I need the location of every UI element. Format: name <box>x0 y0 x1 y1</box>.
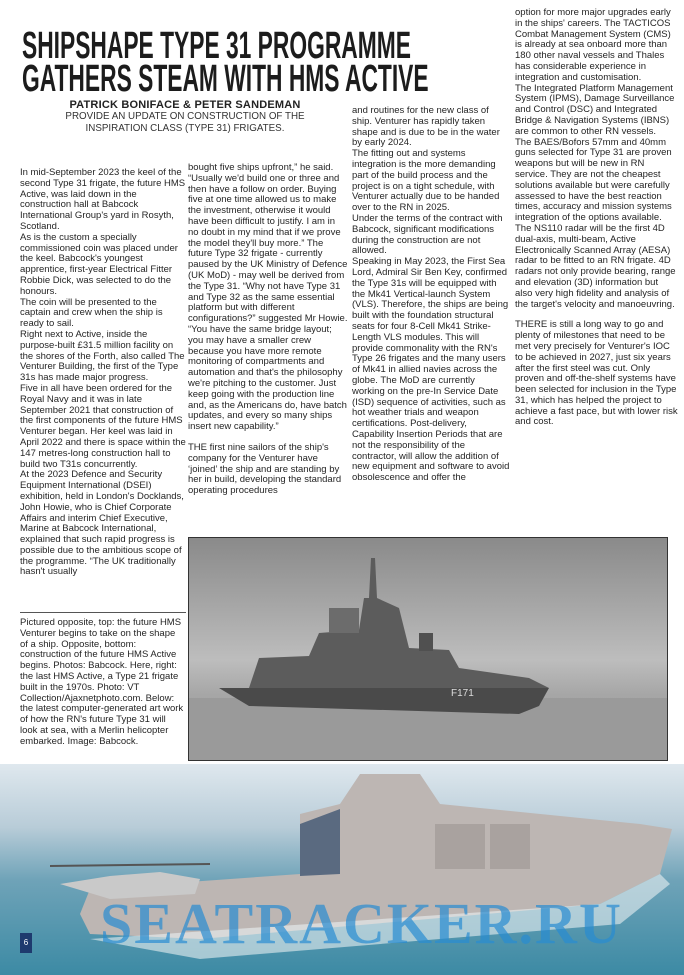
title-line-2: GATHERS STEAM WITH HMS ACTIVE <box>22 58 429 100</box>
title-line-1: SHIPSHAPE TYPE 31 PROGRAMME <box>22 25 411 67</box>
paragraph: In mid-September 2023 the keel of the second Type 31 frigate, the future HMS Active, was laid down in the construction hall at Babcock International Group's yard in Rosyth, Scotland. <box>20 167 186 232</box>
paragraph: Speaking in May 2023, the First Sea Lord, Admiral Sir Ben Key, confirmed the Type 31s will be equipped with the Mk41 Vertical-launch System (VLS). Therefore, the ships are being built with the foundation structural seats for four 8-Cell Mk41 Strike-Length VLS modules. This will provide commonality with the RN's Type 26 frigates and the many users of Mk41 in allied navies across the globe. The MoD are currently working on the pre-In Service Date (ISD) sequence of activities, such as hot weather trials and weapon certifications. Post-delivery, Capability Insertion Periods that are not the responsibility of the contractor, will allow the addition of new equipment and software to avoid obsolescence and offer the <box>352 256 510 484</box>
paragraph: The BAES/Bofors 57mm and 40mm guns selected for Type 31 are proven weapons but will be new in RN service. They are not the cheapest solutions available but were carefully assessed to have the best reaction times, accuracy and mission systems integration of the options available. The NS110 radar will be the first 4D dual-axis, multi-beam, Active Electronically Scanned Array (AESA) radar to be fitted to an RN frigate. 4D radars not only provide bearing, range and elevation (3D) information but also very high fidelity and analysis of the target's velocity and manoeuvring. <box>515 136 676 310</box>
page-number: 6 <box>20 933 32 953</box>
paragraph: The fitting out and systems integration is the more demanding part of the build process and the project is on a tight schedule, with Venturer actually due to be handed over to the RN in 2025. <box>352 148 500 214</box>
article-title <box>22 25 502 100</box>
standfirst: PROVIDE AN UPDATE ON CONSTRUCTION OF THE INSPIRATION CLASS (TYPE 31) FRIGATES. <box>65 111 305 134</box>
paragraph: bought five ships upfront,” he said. “Usually we'd build one or three and then have a follow on order. Buying five at one time allowed us to make the investment, otherwise it would have been difficult to justify. I am in no doubt in my mind that if we prove the model they'll buy more.” The future Type 32 frigate - currently paused by the UK Ministry of Defence (UK MoD) - may well be derived from the Type 31. “Why not have Type 31 and Type 32 as the same essential platform but with different configurations?” suggested Mr Howie. “You have the same bridge layout; you may have a smaller crew because you have more remote monitoring of compartments and automation and that's the philosophy we're pitching to the customer. Just keep going with the production line and, as the Americans do, have batch updates, and every so many ships insert new capability.” <box>188 162 348 433</box>
paragraph: Five in all have been ordered for the Royal Navy and it was in late September 2021 that construction of the first components of the future HMS Venturer began. Her keel was laid in April 2022 and there is space within the 147 metres-long construction hall to build two T31s concurrently. <box>20 382 186 470</box>
watermark: SEATRACKER.RU <box>100 891 623 956</box>
paragraph: THE first nine sailors of the ship's company for the Venturer have ‘joined’ the ship and are standing by her in build, developing the standard operating procedures <box>188 441 342 497</box>
paragraph: and routines for the new class of ship. Venturer has rapidly taken shape and is due to be in the water by early 2024. <box>352 105 500 149</box>
paragraph: The Integrated Platform Management System (IPMS), Damage Surveillance and Control (DSC) and Integrated Bridge & Navigation Systems (IBNS) are common to other RN vessels. <box>515 82 675 137</box>
article-column-1 <box>20 168 186 578</box>
paragraph: option for more major upgrades early in the ships' careers. The TACTICOS Combat Management System (CMS) is already at sea onboard more than 180 other naval vessels and Thales has considerable experience in integration and customisation. <box>515 7 671 83</box>
frigate-photo-illustration <box>189 538 668 761</box>
paragraph: As is the custom a specially commissioned coin was placed under the keel. Babcock's youngest apprentice, first-year Electrical Fitter Robbie Dick, was selected to do the honours. <box>20 231 178 297</box>
article-column-2 <box>188 163 348 497</box>
byline <box>40 99 330 134</box>
authors: PATRICK BONIFACE & PETER SANDEMAN <box>69 99 301 111</box>
pennant-number: F171 <box>451 688 474 699</box>
paragraph: Right next to Active, inside the purpose-built £31.5 million facility on the shores of the Forth, also called The Venturer Building, the first of the Type 31s has made major progress. <box>20 328 185 384</box>
caption-divider <box>20 612 186 613</box>
photo-type21-hms-active <box>188 537 668 761</box>
article-column-3 <box>352 106 510 484</box>
paragraph: At the 2023 Defence and Security Equipment International (DSEI) exhibition, held in London's Docklands, John Howie, who is Chief Corporate Affairs and interim Chief Executive, Marine at Babcock International, explained that such rapid progress is possible due to the ambitious scope of the programme. “The UK traditionally hasn't usually <box>20 469 184 578</box>
paragraph: Under the terms of the contract with Babcock, significant modifications during the construction are not allowed. <box>352 212 503 257</box>
paragraph: THERE is still a long way to go and plenty of milestones that need to be met very precisely for Venturer's IOC to be achieved in 2027, just six years after the first steel was cut. Only proven and off-the-shelf systems have been selected for inclusion in the Type 31, which has helped the project to achieve a fast pace, but with lower risk and cost. <box>515 319 678 428</box>
article-column-4 <box>515 8 678 428</box>
paragraph: The coin will be presented to the captain and crew when the ship is ready to sail. <box>20 296 163 330</box>
photo-caption: Pictured opposite, top: the future HMS Venturer begins to take on the shape of a ship. Opposite, bottom: construction of the future HMS Active begins. Photos: Babcock. Here, right: the last HMS Active, a Type 21 frigate built in the 1970s. Photo: VT Collection/Ajaxnetphoto.com. Below: the latest computer-generated art work of how the RN's future Type 31 will look at sea, with a Merlin helicopter embarked. Image: Babcock. <box>20 617 184 747</box>
